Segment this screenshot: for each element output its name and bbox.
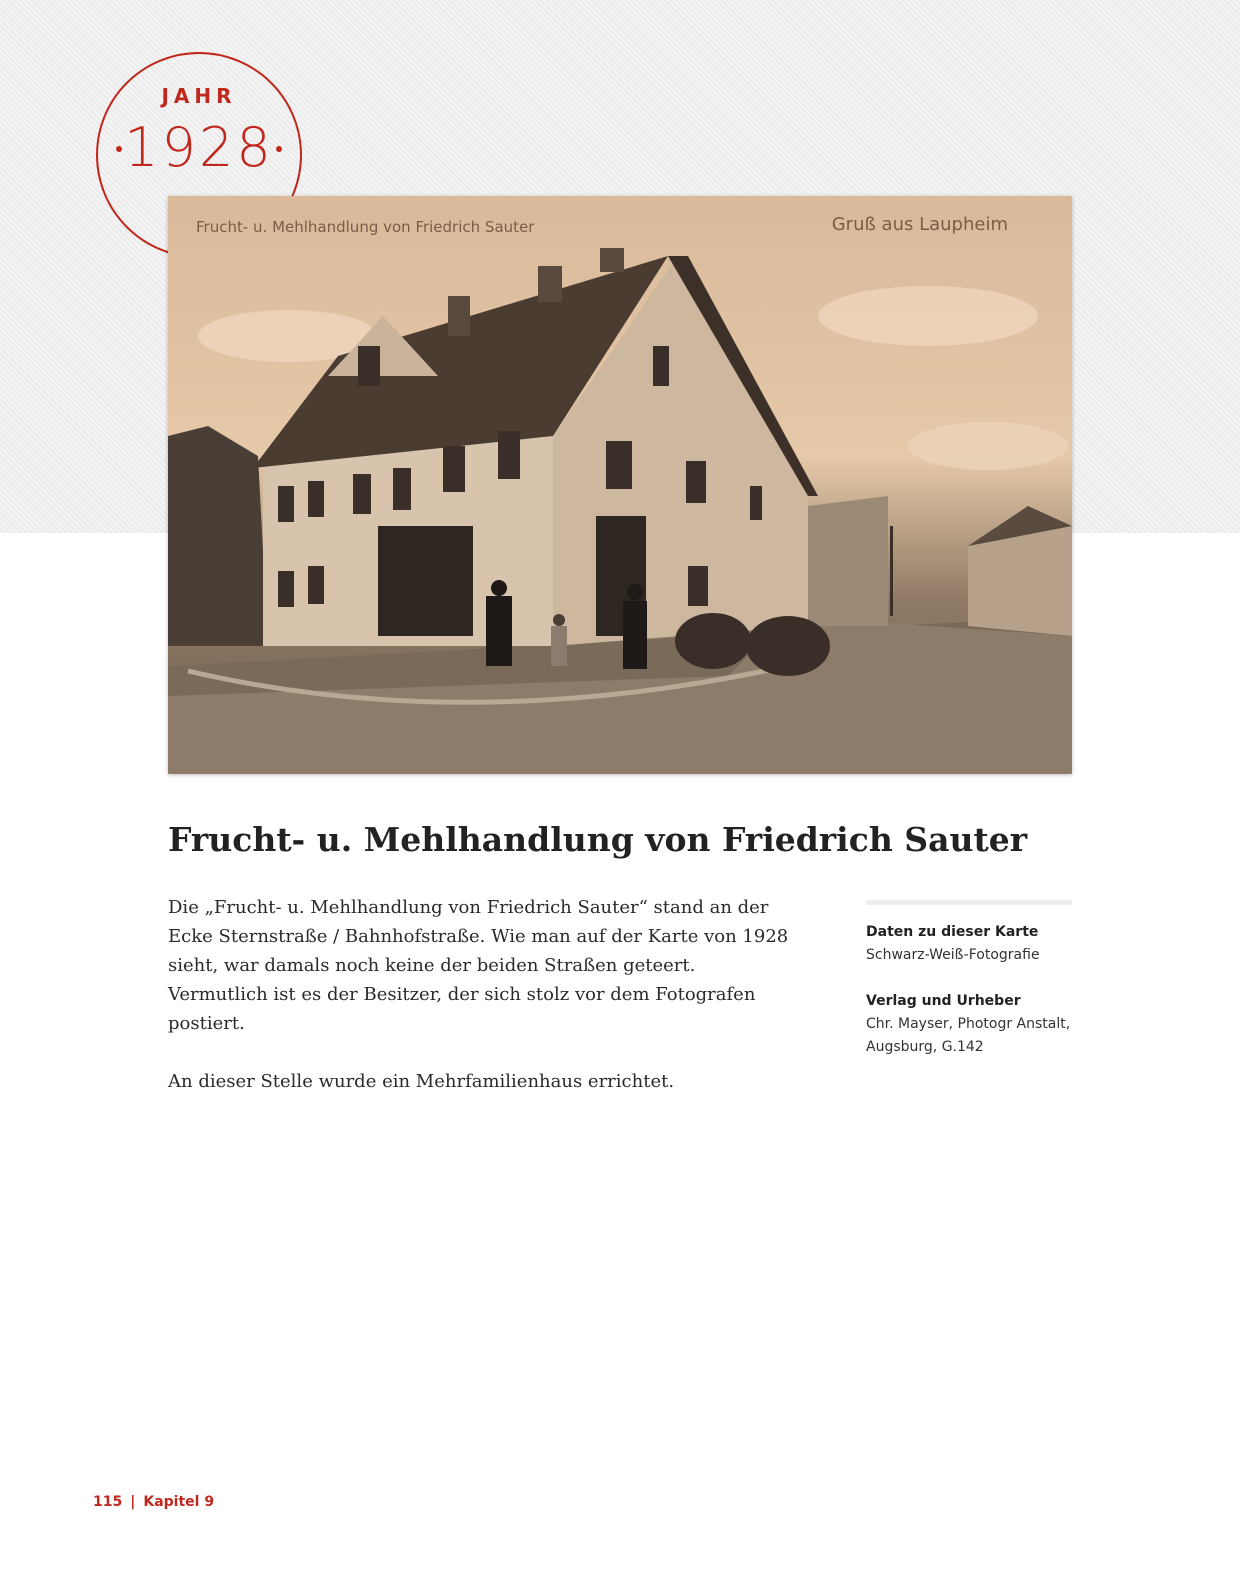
postcard-info-sidebar [866, 900, 1072, 1082]
card-data-value: Schwarz-Weiß-Fotografie [866, 947, 1040, 963]
page-footer [93, 1494, 214, 1510]
publisher-value-line1: Chr. Mayser, Photogr Anstalt, [866, 1016, 1071, 1032]
postcard-caption-right: Gruß aus Laupheim [831, 214, 1008, 235]
postcard-illustration [168, 196, 1072, 774]
footer-separator: | [130, 1494, 136, 1510]
article-body [168, 893, 798, 1125]
historic-postcard-photo [168, 196, 1072, 774]
publisher-value-line2: Augsburg, G.142 [866, 1039, 984, 1055]
article-title: Frucht- u. Mehlhandlung von Friedrich Sauter [168, 820, 1028, 859]
postcard-caption-left: Frucht- u. Mehlhandlung von Friedrich Sauter [196, 218, 535, 236]
paragraph-1: Die „Frucht- u. Mehlhandlung von Friedrich Sauter“ stand an der Ecke Sternstraße / Bahnhofstraße. Wie man auf der Karte von 1928 sieht, war damals noch keine der beiden Straßen geteert. Vermutlich ist es der Besitzer, der sich stolz vor dem Fotografen postiert. [168, 897, 789, 1034]
publisher-block [866, 990, 1072, 1059]
card-data-block [866, 921, 1072, 967]
stamp-dot-right [276, 146, 282, 152]
chapter-label: Kapitel 9 [143, 1494, 215, 1510]
stamp-year: 1928 [124, 116, 274, 179]
card-data-label: Daten zu dieser Karte [866, 924, 1039, 940]
paragraph-2: An dieser Stelle wurde ein Mehrfamilienhaus errichtet. [168, 1071, 675, 1092]
publisher-label: Verlag und Urheber [866, 993, 1021, 1009]
stamp-label: JAHR [161, 84, 237, 108]
page-number: 115 [93, 1494, 123, 1510]
